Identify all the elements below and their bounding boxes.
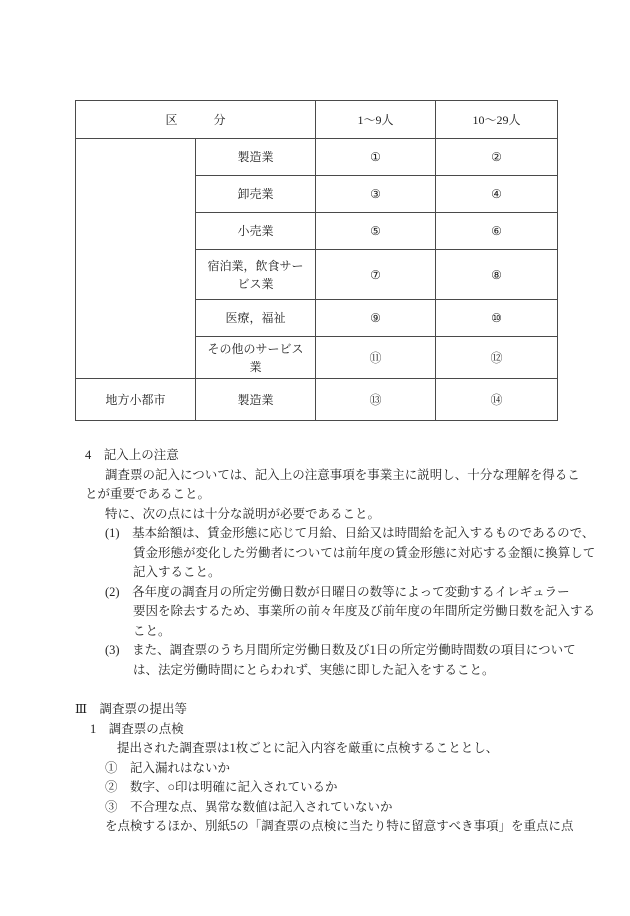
text-line: 記入すること。	[133, 565, 221, 579]
region-cell: 地方小都市	[76, 379, 196, 421]
value-cell: ②	[436, 139, 558, 176]
text-line: 提出された調査票は1枚ごとに記入内容を厳重に点検することとし、	[117, 741, 499, 755]
section-4-notes	[75, 446, 596, 680]
section-4-heading: 4 記入上の注意	[85, 448, 179, 462]
text-line: とが重要であること。	[85, 487, 211, 501]
industry-cell: 医療，福祉	[196, 300, 316, 337]
check-item-3: ③ 不合理な点、異常な数値は記入されていないか	[105, 799, 393, 814]
text-line: 賃金形態が変化した労働者については前年度の賃金形態に対応する金額に換算して	[133, 545, 596, 560]
value-cell: ⑤	[316, 213, 436, 250]
value-cell: ⑬	[316, 379, 436, 421]
text-line: 特に、次の点には十分な説明が必要であること。	[105, 506, 381, 521]
industry-cell: 宿泊業，飲食サービス業	[196, 250, 316, 300]
text-line: を点検するほか、別紙5の「調査票の点検に当たり特に留意すべき事項」を重点に点	[105, 819, 574, 833]
text-line: 要因を除去するため、事業所の前々年度及び前年度の年間所定労働日数を記入する	[133, 604, 596, 618]
list-item-1: (1) 基本給額は、賃金形態に応じて月給、日給又は時間給を記入するものであるので、	[105, 526, 595, 540]
value-cell: ⑥	[436, 213, 558, 250]
text-line: 調査票の記入については、記入上の注意事項を事業主に説明し、十分な理解を得るこ	[105, 467, 580, 482]
text-line: こと。	[133, 623, 171, 638]
industry-cell: 卸売業	[196, 176, 316, 213]
text-line: は、法定労働時間にとらわれず、実態に即した記入をすること。	[133, 662, 495, 677]
table-row	[76, 379, 558, 421]
industry-cell: 製造業	[196, 139, 316, 176]
value-cell: ③	[316, 176, 436, 213]
section-3-heading: Ⅲ 調査票の提出等	[75, 702, 188, 716]
region-cell-blank	[76, 139, 196, 379]
value-cell: ⑧	[436, 250, 558, 300]
list-item-3: (3) また、調査票のうち月間所定労働日数及び1日の所定労働時間数の項目について	[105, 643, 576, 657]
section-3-submission	[75, 700, 574, 837]
header-cell-size-1-9: 1～9人	[316, 101, 436, 139]
check-item-1: ① 記入漏れはないか	[105, 760, 231, 775]
value-cell: ⑪	[316, 337, 436, 379]
check-item-2: ② 数字、○印は明確に記入されているか	[105, 780, 338, 794]
table-row	[76, 139, 558, 176]
industry-cell: 製造業	[196, 379, 316, 421]
value-cell: ④	[436, 176, 558, 213]
value-cell: ①	[316, 139, 436, 176]
industry-cell: その他のサービス業	[196, 337, 316, 379]
header-cell-category: 区 分	[76, 101, 316, 139]
list-item-2: (2) 各年度の調査月の所定労働日数が日曜日の数等によって変動するイレギュラー	[105, 584, 570, 599]
value-cell: ⑭	[436, 379, 558, 421]
header-cell-size-10-29: 10～29人	[436, 101, 558, 139]
value-cell: ⑦	[316, 250, 436, 300]
industry-cell: 小売業	[196, 213, 316, 250]
subsection-1-heading: 1 調査票の点検	[90, 721, 184, 736]
value-cell: ⑫	[436, 337, 558, 379]
table-header-row	[76, 101, 558, 139]
value-cell: ⑩	[436, 300, 558, 337]
value-cell: ⑨	[316, 300, 436, 337]
survey-category-table	[75, 100, 558, 421]
